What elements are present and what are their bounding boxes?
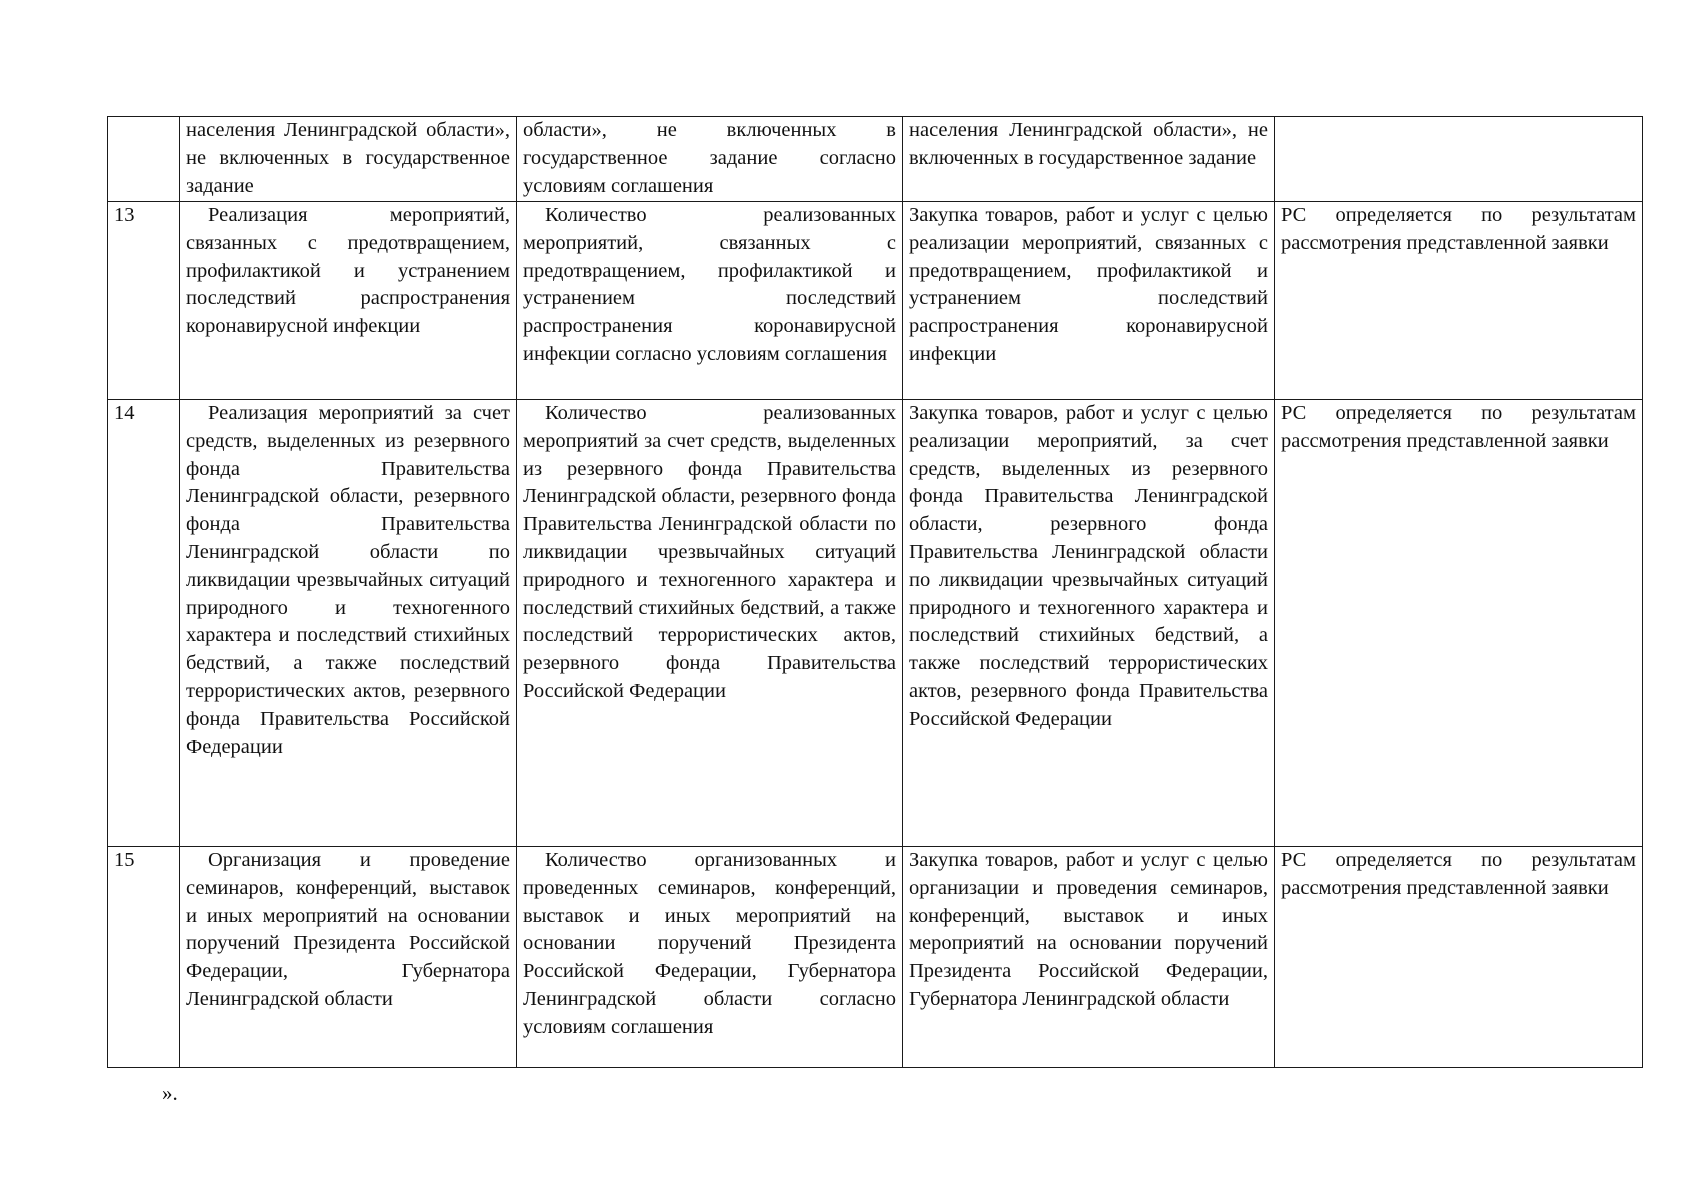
expense-direction-cell: населения Ленинградской области», не включенных в государственное задание — [903, 117, 1275, 202]
row-number-cell: 14 — [108, 400, 180, 847]
row-number-cell — [108, 117, 180, 202]
closing-quote-mark: ». — [162, 1081, 178, 1105]
expense-direction-cell: Закупка товаров, работ и услуг с целью реализации мероприятий, связанных с предотвращением, профилактикой и устранением последствий распространения коронавирусной инфекции — [903, 202, 1275, 400]
event-name-cell: населения Ленинградской области», не включенных в государственное задание — [180, 117, 517, 202]
subsidy-results-table — [107, 116, 1643, 1068]
result-indicator-cell: области», не включенных в государственное задание согласно условиям соглашения — [517, 117, 903, 202]
result-indicator-cell: Количество реализованных мероприятий за счет средств, выделенных из резервного фонда Правительства Ленинградской области, резервного фонда Правительства Ленинградской области по ликвидации чрезвычайных ситуаций природного и техногенного характера и последствий стихийных бедствий, а также последствий террористических актов, резервного фонда Правительства Российской Федерации — [517, 400, 903, 847]
event-name-cell: Реализация мероприятий, связанных с предотвращением, профилактикой и устранением последствий распространения коронавирусной инфекции — [180, 202, 517, 400]
result-indicator-cell: Количество организованных и проведенных семинаров, конференций, выставок и иных мероприятий на основании поручений Президента Российской Федерации, Губернатора Ленинградской области согласно условиям соглашения — [517, 847, 903, 1068]
expense-direction-cell: Закупка товаров, работ и услуг с целью организации и проведения семинаров, конференций, выставок и иных мероприятий на основании поручений Президента Российской Федерации, Губернатора Ленинградской области — [903, 847, 1275, 1068]
row-number-cell: 15 — [108, 847, 180, 1068]
table-row — [108, 400, 1643, 847]
event-name-cell: Организация и проведение семинаров, конференций, выставок и иных мероприятий на основании поручений Президента Российской Федерации, Губернатора Ленинградской области — [180, 847, 517, 1068]
table-row — [108, 847, 1643, 1068]
result-value-cell: РС определяется по результатам рассмотрения представленной заявки — [1275, 202, 1643, 400]
result-value-cell — [1275, 117, 1643, 202]
result-value-cell: РС определяется по результатам рассмотрения представленной заявки — [1275, 847, 1643, 1068]
result-value-cell: РС определяется по результатам рассмотрения представленной заявки — [1275, 400, 1643, 847]
table-row — [108, 117, 1643, 202]
table-row — [108, 202, 1643, 400]
result-indicator-cell: Количество реализованных мероприятий, связанных с предотвращением, профилактикой и устранением последствий распространения коронавирусной инфекции согласно условиям соглашения — [517, 202, 903, 400]
expense-direction-cell: Закупка товаров, работ и услуг с целью реализации мероприятий, за счет средств, выделенных из резервного фонда Правительства Ленинградской области, резервного фонда Правительства Ленинградской области по ликвидации чрезвычайных ситуаций природного и техногенного характера и последствий стихийных бедствий, а также последствий террористических актов, резервного фонда Правительства Российской Федерации — [903, 400, 1275, 847]
row-number-cell: 13 — [108, 202, 180, 400]
event-name-cell: Реализация мероприятий за счет средств, выделенных из резервного фонда Правительства Ленинградской области, резервного фонда Правительства Ленинградской области по ликвидации чрезвычайных ситуаций природного и техногенного характера и последствий стихийных бедствий, а также последствий террористических актов, резервного фонда Правительства Российской Федерации — [180, 400, 517, 847]
